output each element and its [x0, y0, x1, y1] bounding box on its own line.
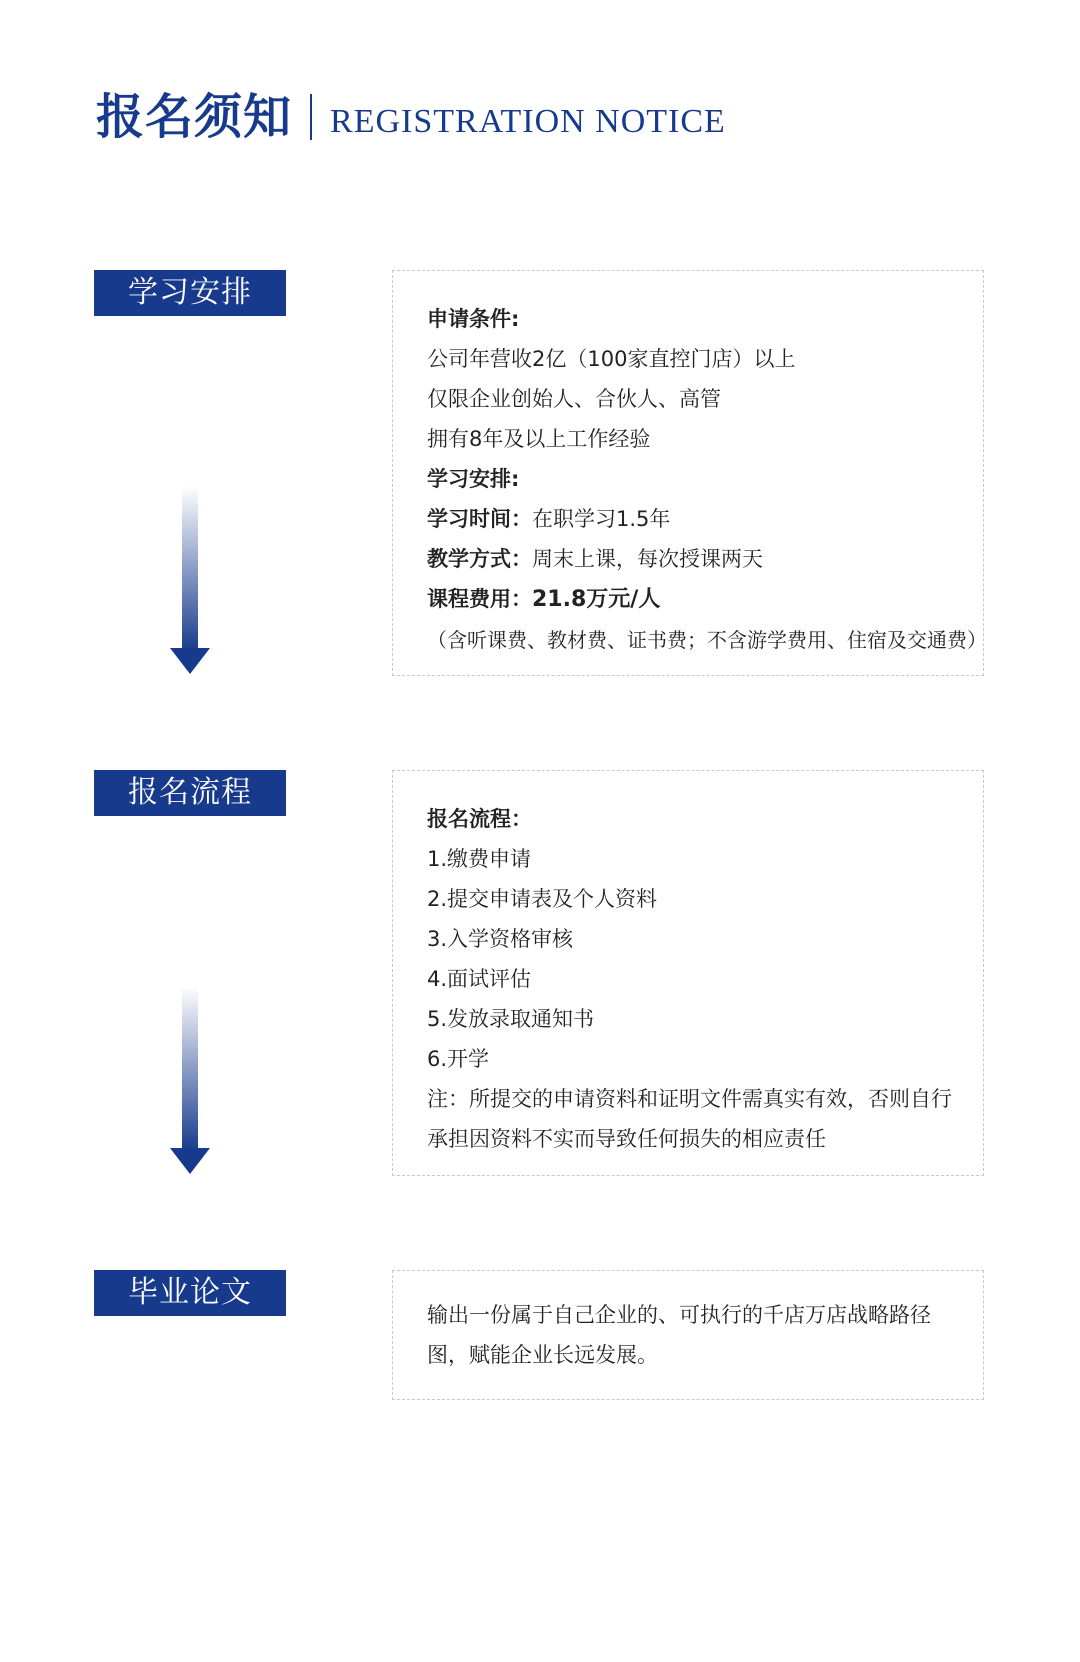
- list-item: 学习时间：在职学习1.5年: [427, 507, 671, 531]
- registration-process-box: [392, 770, 984, 1176]
- list-item: 拥有8年及以上工作经验: [427, 427, 651, 451]
- section-tag-study: 学习安排: [94, 270, 286, 316]
- list-item: 申请条件:: [427, 307, 520, 331]
- list-item: 2.提交申请表及个人资料: [427, 887, 658, 911]
- page-title: 报名须知: [96, 89, 293, 145]
- thesis-description: 输出一份属于自己企业的、可执行的千店万店战略路径图，赋能企业长远发展。: [427, 1303, 931, 1367]
- list-item: 6.开学: [427, 1047, 490, 1071]
- list-item: 学习安排:: [427, 467, 520, 491]
- page-header: [96, 86, 726, 148]
- page-subtitle-en: REGISTRATION NOTICE: [330, 103, 726, 140]
- list-item: 报名流程：: [427, 807, 532, 831]
- section-tag-process: 报名流程: [94, 770, 286, 816]
- section-tag-thesis: 毕业论文: [94, 1270, 286, 1316]
- notice-note: 注：所提交的申请资料和证明文件需真实有效，否则自行承担因资料不实而导致任何损失的相应责任: [427, 1087, 952, 1151]
- list-item: 仅限企业创始人、合伙人、高管: [427, 387, 721, 411]
- list-item: 公司年营收2亿（100家直控门店）以上: [427, 347, 796, 371]
- list-item: 1.缴费申请: [427, 847, 532, 871]
- list-item: 课程费用：21.8万元/人: [427, 587, 661, 612]
- thesis-box: [392, 1270, 984, 1400]
- list-item: 4.面试评估: [427, 967, 532, 991]
- list-item: 3.入学资格审核: [427, 927, 574, 951]
- list-item: 教学方式：周末上课，每次授课两天: [427, 547, 763, 571]
- list-item: 5.发放录取通知书: [427, 1007, 595, 1031]
- title-divider: [310, 94, 312, 140]
- down-arrow-icon: [170, 486, 210, 676]
- fee-note: （含听课费、教材费、证书费；不含游学费用、住宿及交通费）: [427, 628, 987, 652]
- study-arrangement-box: [392, 270, 987, 676]
- down-arrow-icon: [170, 986, 210, 1176]
